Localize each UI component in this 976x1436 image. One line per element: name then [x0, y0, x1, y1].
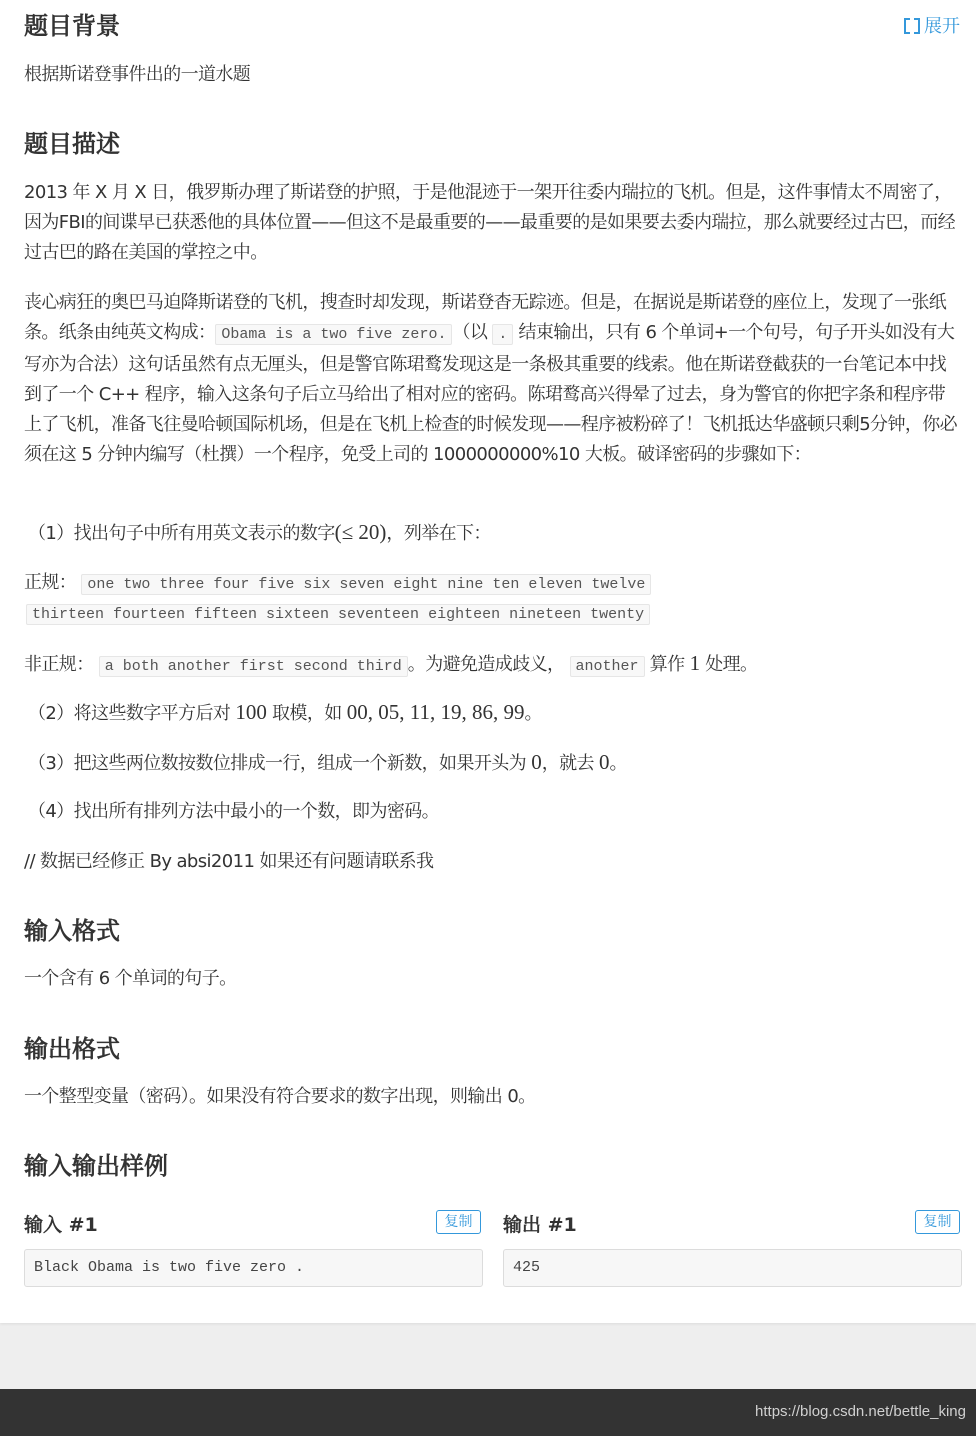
irregular-label: 非正规：	[24, 654, 94, 675]
irregular-end-a: 算作	[649, 654, 685, 675]
sample-output-box[interactable]: 425	[503, 1249, 962, 1287]
inline-code-sentence: Obama is a two five zero.	[215, 324, 452, 345]
sample-input-box[interactable]: Black Obama is two five zero .	[24, 1249, 483, 1287]
step3-math-1: 0	[531, 750, 542, 774]
step3-text-c: 。	[609, 753, 627, 774]
step3-math-2: 0	[599, 750, 610, 774]
description-para1: 2013 年 X 月 X 日，俄罗斯办理了斯诺登的护照，于是他混迹于一架开往委内瑞拉的飞机。但是，这件事情太不周密了，因为FBI的间谍早已获悉他的具体位置——但这不是最重要的——最重要的是如果要去委内瑞拉，那么就要经过古巴，而经过古巴的路在美国的掌控之中。	[24, 182, 956, 263]
step1-text: （1）找出句子中所有用英文表示的数字	[28, 523, 335, 544]
output-format-text: 一个整型变量（密码）。如果没有符合要求的数字出现，则输出 0。	[24, 1086, 536, 1107]
para2-text-a: 丧心病狂的奥巴马迫降斯诺登的飞机，搜查时却发现，斯诺登杳无踪迹。但是，在据说是斯诺登的座位上，发现了一张纸条。纸条由纯英文构成：	[24, 292, 947, 343]
expand-icon	[904, 18, 920, 32]
step2-text-b: 取模，如	[272, 703, 342, 724]
copy-output-button[interactable]: 复制	[915, 1210, 960, 1234]
footer-bar	[0, 1389, 976, 1436]
para2-text-c: 结束输出，只有 6 个单词+一个句号，句子开头如没有大写亦为合法）这句话虽然有点无厘头，但是警官陈珺鹜发现这是一条极其重要的线索。他在斯诺登截获的一台笔记本中找到了一个 C++ 程序，输入这条句子后立马给出了相对应的密码。陈珺鹜高兴得晕了过去，身为警官的你把字条和程序带上了飞机，准备飞往曼哈顿国际机场，但是在飞机上检查的时候发现——程序被粉碎了！飞机抵达华盛顿只剩5分钟，你必须在这 5 分钟内编写（杜撰）一个程序，免受上司的 1000000000%10 大板。破译密码的步骤如下：	[24, 322, 958, 465]
step2-text-a: （2）将这些数字平方后对	[28, 703, 231, 724]
sample-output-label: 输出 #1	[503, 1214, 577, 1236]
regular-numbers	[24, 568, 959, 600]
para2-text-b: （以	[452, 322, 488, 343]
watermark: https://blog.csdn.net/bettle_king	[755, 1403, 966, 1420]
step1-text-end: ，列举在下：	[386, 523, 491, 544]
background-text: 根据斯诺登事件出的一道水题	[24, 64, 251, 85]
description-para2	[24, 288, 959, 470]
expand-button[interactable]	[904, 12, 960, 38]
irregular-end-b: 处理。	[705, 654, 758, 675]
sample-input-label: 输入 #1	[24, 1214, 98, 1236]
step2-math-2: 00, 05, 11, 19, 86, 99	[346, 700, 525, 724]
step-2	[28, 697, 963, 729]
step1-math: (≤ 20)	[334, 520, 387, 544]
irregular-math: 1	[689, 651, 701, 675]
input-format-title: 输入格式	[24, 917, 120, 945]
regular-numbers-2	[26, 598, 961, 630]
step3-text-a: （3）把这些两位数按数位排成一行，组成一个新数，如果开头为	[28, 753, 527, 774]
step-1	[28, 517, 963, 549]
another-code: another	[570, 656, 645, 677]
step3-text-b: ，就去	[541, 753, 594, 774]
samples-title: 输入输出样例	[24, 1152, 168, 1180]
description-title: 题目描述	[24, 130, 120, 158]
input-format-text: 一个含有 6 个单词的句子。	[24, 968, 237, 989]
irregular-numbers	[24, 648, 959, 682]
step-3	[28, 747, 963, 779]
note: // 数据已经修正 By absi2011 如果还有问题请联系我	[24, 851, 434, 872]
irregular-mid: 。为避免造成歧义，	[407, 654, 565, 675]
step2-text-c: 。	[524, 703, 542, 724]
regular-label: 正规：	[24, 572, 77, 593]
copy-input-button[interactable]: 复制	[436, 1210, 481, 1234]
step2-math-1: 100	[235, 700, 267, 724]
background-title: 题目背景	[24, 12, 120, 40]
irregular-code: a both another first second third	[99, 656, 408, 677]
step-4: （4）找出所有排列方法中最小的一个数，即为密码。	[28, 801, 440, 822]
inline-code-period: .	[492, 324, 513, 345]
regular-line-1: one two three four five six seven eight nine ten eleven twelve	[81, 574, 651, 595]
expand-label: 展开	[924, 16, 960, 37]
output-format-title: 输出格式	[24, 1035, 120, 1063]
regular-line-2: thirteen fourteen fifteen sixteen seventeen eighteen nineteen twenty	[26, 604, 650, 625]
